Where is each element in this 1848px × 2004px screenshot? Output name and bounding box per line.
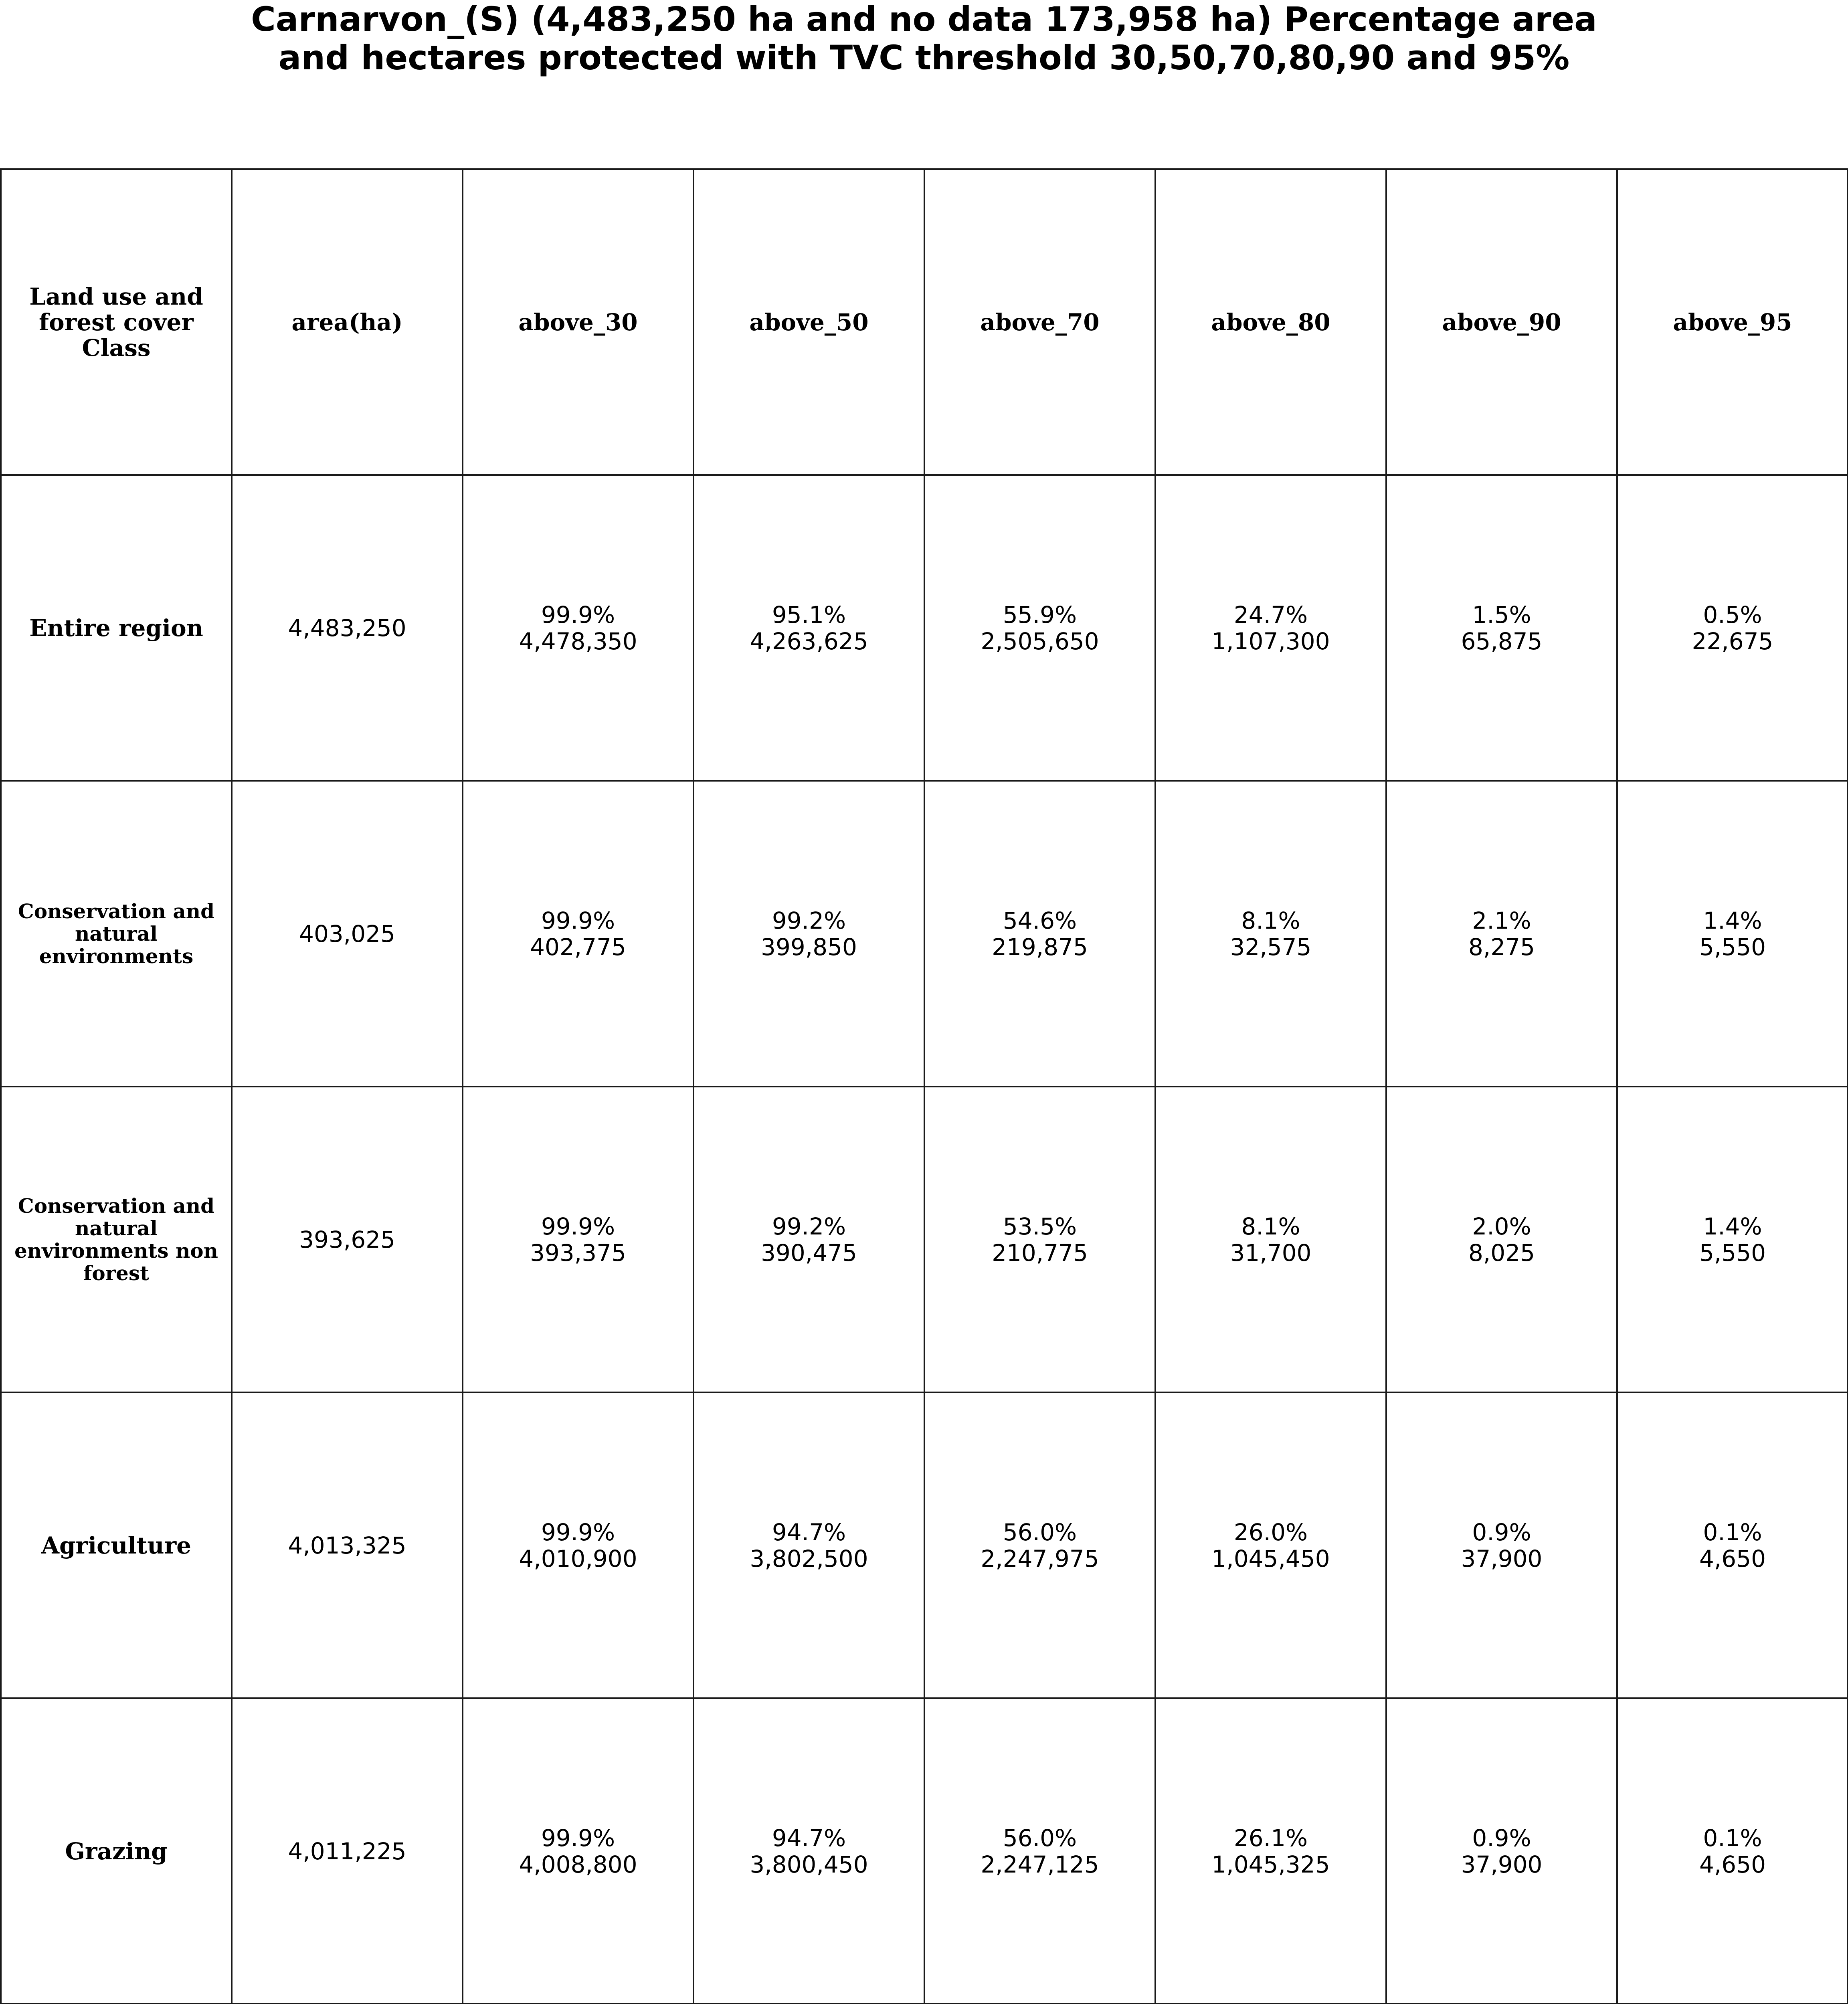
table-row <box>1 1698 1848 2004</box>
table-body <box>1 169 1848 2004</box>
cell-hectares: 402,775 <box>530 933 626 961</box>
cell-hectares: 8,025 <box>1468 1239 1535 1267</box>
header-above-50: above_50 <box>694 169 924 475</box>
cell-percent: 99.9% <box>541 907 615 934</box>
cell-hectares: 393,375 <box>530 1239 626 1267</box>
cell-hectares: 4,010,900 <box>519 1545 637 1572</box>
cell-hectares: 5,550 <box>1699 1239 1766 1267</box>
title-line-1: Carnarvon_(S) (4,483,250 ha and no data 173,958 ha) Percentage area <box>251 0 1597 39</box>
cell-hectares: 2,247,975 <box>981 1545 1099 1572</box>
cell-percent: 1.4% <box>1703 907 1762 934</box>
cell-hectares: 1,045,450 <box>1211 1545 1330 1572</box>
cell-hectares: 390,475 <box>761 1239 857 1267</box>
cell-hectares: 3,800,450 <box>750 1850 868 1878</box>
row-class-label: Agriculture <box>1 1392 232 1698</box>
cell-above-50 <box>694 781 924 1087</box>
header-above-95: above_95 <box>1617 169 1848 475</box>
row-class-label: Conservation and natural environments <box>1 781 232 1087</box>
cell-percent: 99.9% <box>541 601 615 628</box>
cell-percent: 94.7% <box>772 1824 846 1852</box>
cell-percent: 54.6% <box>1003 907 1077 934</box>
cell-percent: 2.1% <box>1472 907 1531 934</box>
cell-percent: 99.9% <box>541 1824 615 1852</box>
cell-percent: 0.9% <box>1472 1824 1531 1852</box>
cell-hectares: 4,650 <box>1699 1545 1766 1572</box>
row-class-label: Grazing <box>1 1698 232 2004</box>
header-above-90: above_90 <box>1386 169 1617 475</box>
cell-above-95 <box>1617 1392 1848 1698</box>
cell-above-30 <box>463 1392 694 1698</box>
cell-above-90 <box>1386 1698 1617 2004</box>
cell-above-90 <box>1386 1392 1617 1698</box>
row-area-value: 4,011,225 <box>232 1698 463 2004</box>
row-area-value: 393,625 <box>232 1087 463 1392</box>
cell-hectares: 5,550 <box>1699 933 1766 961</box>
cell-percent: 1.5% <box>1472 601 1531 628</box>
cell-hectares: 22,675 <box>1692 627 1773 655</box>
cell-hectares: 4,008,800 <box>519 1850 637 1878</box>
cell-above-70 <box>924 1698 1155 2004</box>
cell-hectares: 2,247,125 <box>981 1850 1099 1878</box>
protection-table <box>0 168 1848 2004</box>
cell-hectares: 219,875 <box>992 933 1088 961</box>
cell-percent: 0.9% <box>1472 1518 1531 1546</box>
cell-hectares: 32,575 <box>1230 933 1312 961</box>
cell-percent: 0.5% <box>1703 601 1762 628</box>
cell-above-90 <box>1386 475 1617 781</box>
cell-hectares: 31,700 <box>1230 1239 1312 1267</box>
header-area: area(ha) <box>232 169 463 475</box>
cell-percent: 56.0% <box>1003 1824 1077 1852</box>
cell-percent: 8.1% <box>1241 907 1300 934</box>
cell-above-70 <box>924 781 1155 1087</box>
cell-percent: 95.1% <box>772 601 846 628</box>
cell-hectares: 2,505,650 <box>981 627 1099 655</box>
cell-percent: 1.4% <box>1703 1212 1762 1240</box>
cell-hectares: 1,107,300 <box>1211 627 1330 655</box>
header-above-70: above_70 <box>924 169 1155 475</box>
cell-above-50 <box>694 1392 924 1698</box>
row-class-label: Conservation and natural environments non forest <box>1 1087 232 1392</box>
table-row <box>1 475 1848 781</box>
cell-hectares: 4,263,625 <box>750 627 868 655</box>
table-row <box>1 1392 1848 1698</box>
cell-above-50 <box>694 1698 924 2004</box>
cell-percent: 24.7% <box>1233 601 1308 628</box>
cell-hectares: 1,045,325 <box>1211 1850 1330 1878</box>
cell-above-30 <box>463 781 694 1087</box>
cell-above-50 <box>694 1087 924 1392</box>
cell-hectares: 4,650 <box>1699 1850 1766 1878</box>
cell-above-80 <box>1155 475 1386 781</box>
cell-above-95 <box>1617 1087 1848 1392</box>
cell-percent: 0.1% <box>1703 1518 1762 1546</box>
cell-above-80 <box>1155 1087 1386 1392</box>
cell-percent: 53.5% <box>1003 1212 1077 1240</box>
table-row <box>1 781 1848 1087</box>
cell-above-30 <box>463 1087 694 1392</box>
cell-above-80 <box>1155 1698 1386 2004</box>
cell-hectares: 4,478,350 <box>519 627 637 655</box>
cell-percent: 99.9% <box>541 1518 615 1546</box>
cell-above-95 <box>1617 475 1848 781</box>
cell-hectares: 8,275 <box>1468 933 1535 961</box>
cell-above-95 <box>1617 781 1848 1087</box>
row-area-value: 4,013,325 <box>232 1392 463 1698</box>
cell-percent: 26.1% <box>1233 1824 1308 1852</box>
cell-percent: 56.0% <box>1003 1518 1077 1546</box>
cell-percent: 94.7% <box>772 1518 846 1546</box>
cell-percent: 99.2% <box>772 1212 846 1240</box>
table-header-row <box>1 169 1848 475</box>
cell-hectares: 37,900 <box>1461 1850 1543 1878</box>
cell-above-70 <box>924 1087 1155 1392</box>
cell-above-70 <box>924 1392 1155 1698</box>
cell-percent: 99.9% <box>541 1212 615 1240</box>
cell-hectares: 65,875 <box>1461 627 1543 655</box>
cell-above-80 <box>1155 781 1386 1087</box>
cell-above-80 <box>1155 1392 1386 1698</box>
cell-percent: 55.9% <box>1003 601 1077 628</box>
row-area-value: 403,025 <box>232 781 463 1087</box>
cell-above-30 <box>463 1698 694 2004</box>
title-line-2: and hectares protected with TVC threshold 30,50,70,80,90 and 95% <box>278 38 1570 77</box>
page-title <box>0 0 1848 100</box>
cell-percent: 0.1% <box>1703 1824 1762 1852</box>
cell-percent: 99.2% <box>772 907 846 934</box>
cell-above-90 <box>1386 781 1617 1087</box>
header-class: Land use and forest cover Class <box>1 169 232 475</box>
row-class-label: Entire region <box>1 475 232 781</box>
cell-percent: 26.0% <box>1233 1518 1308 1546</box>
cell-hectares: 210,775 <box>992 1239 1088 1267</box>
cell-above-70 <box>924 475 1155 781</box>
header-above-30: above_30 <box>463 169 694 475</box>
cell-above-95 <box>1617 1698 1848 2004</box>
cell-above-90 <box>1386 1087 1617 1392</box>
cell-above-30 <box>463 475 694 781</box>
row-area-value: 4,483,250 <box>232 475 463 781</box>
cell-above-50 <box>694 475 924 781</box>
cell-percent: 8.1% <box>1241 1212 1300 1240</box>
cell-hectares: 37,900 <box>1461 1545 1543 1572</box>
cell-hectares: 3,802,500 <box>750 1545 868 1572</box>
cell-hectares: 399,850 <box>761 933 857 961</box>
header-above-80: above_80 <box>1155 169 1386 475</box>
cell-percent: 2.0% <box>1472 1212 1531 1240</box>
table-row <box>1 1087 1848 1392</box>
